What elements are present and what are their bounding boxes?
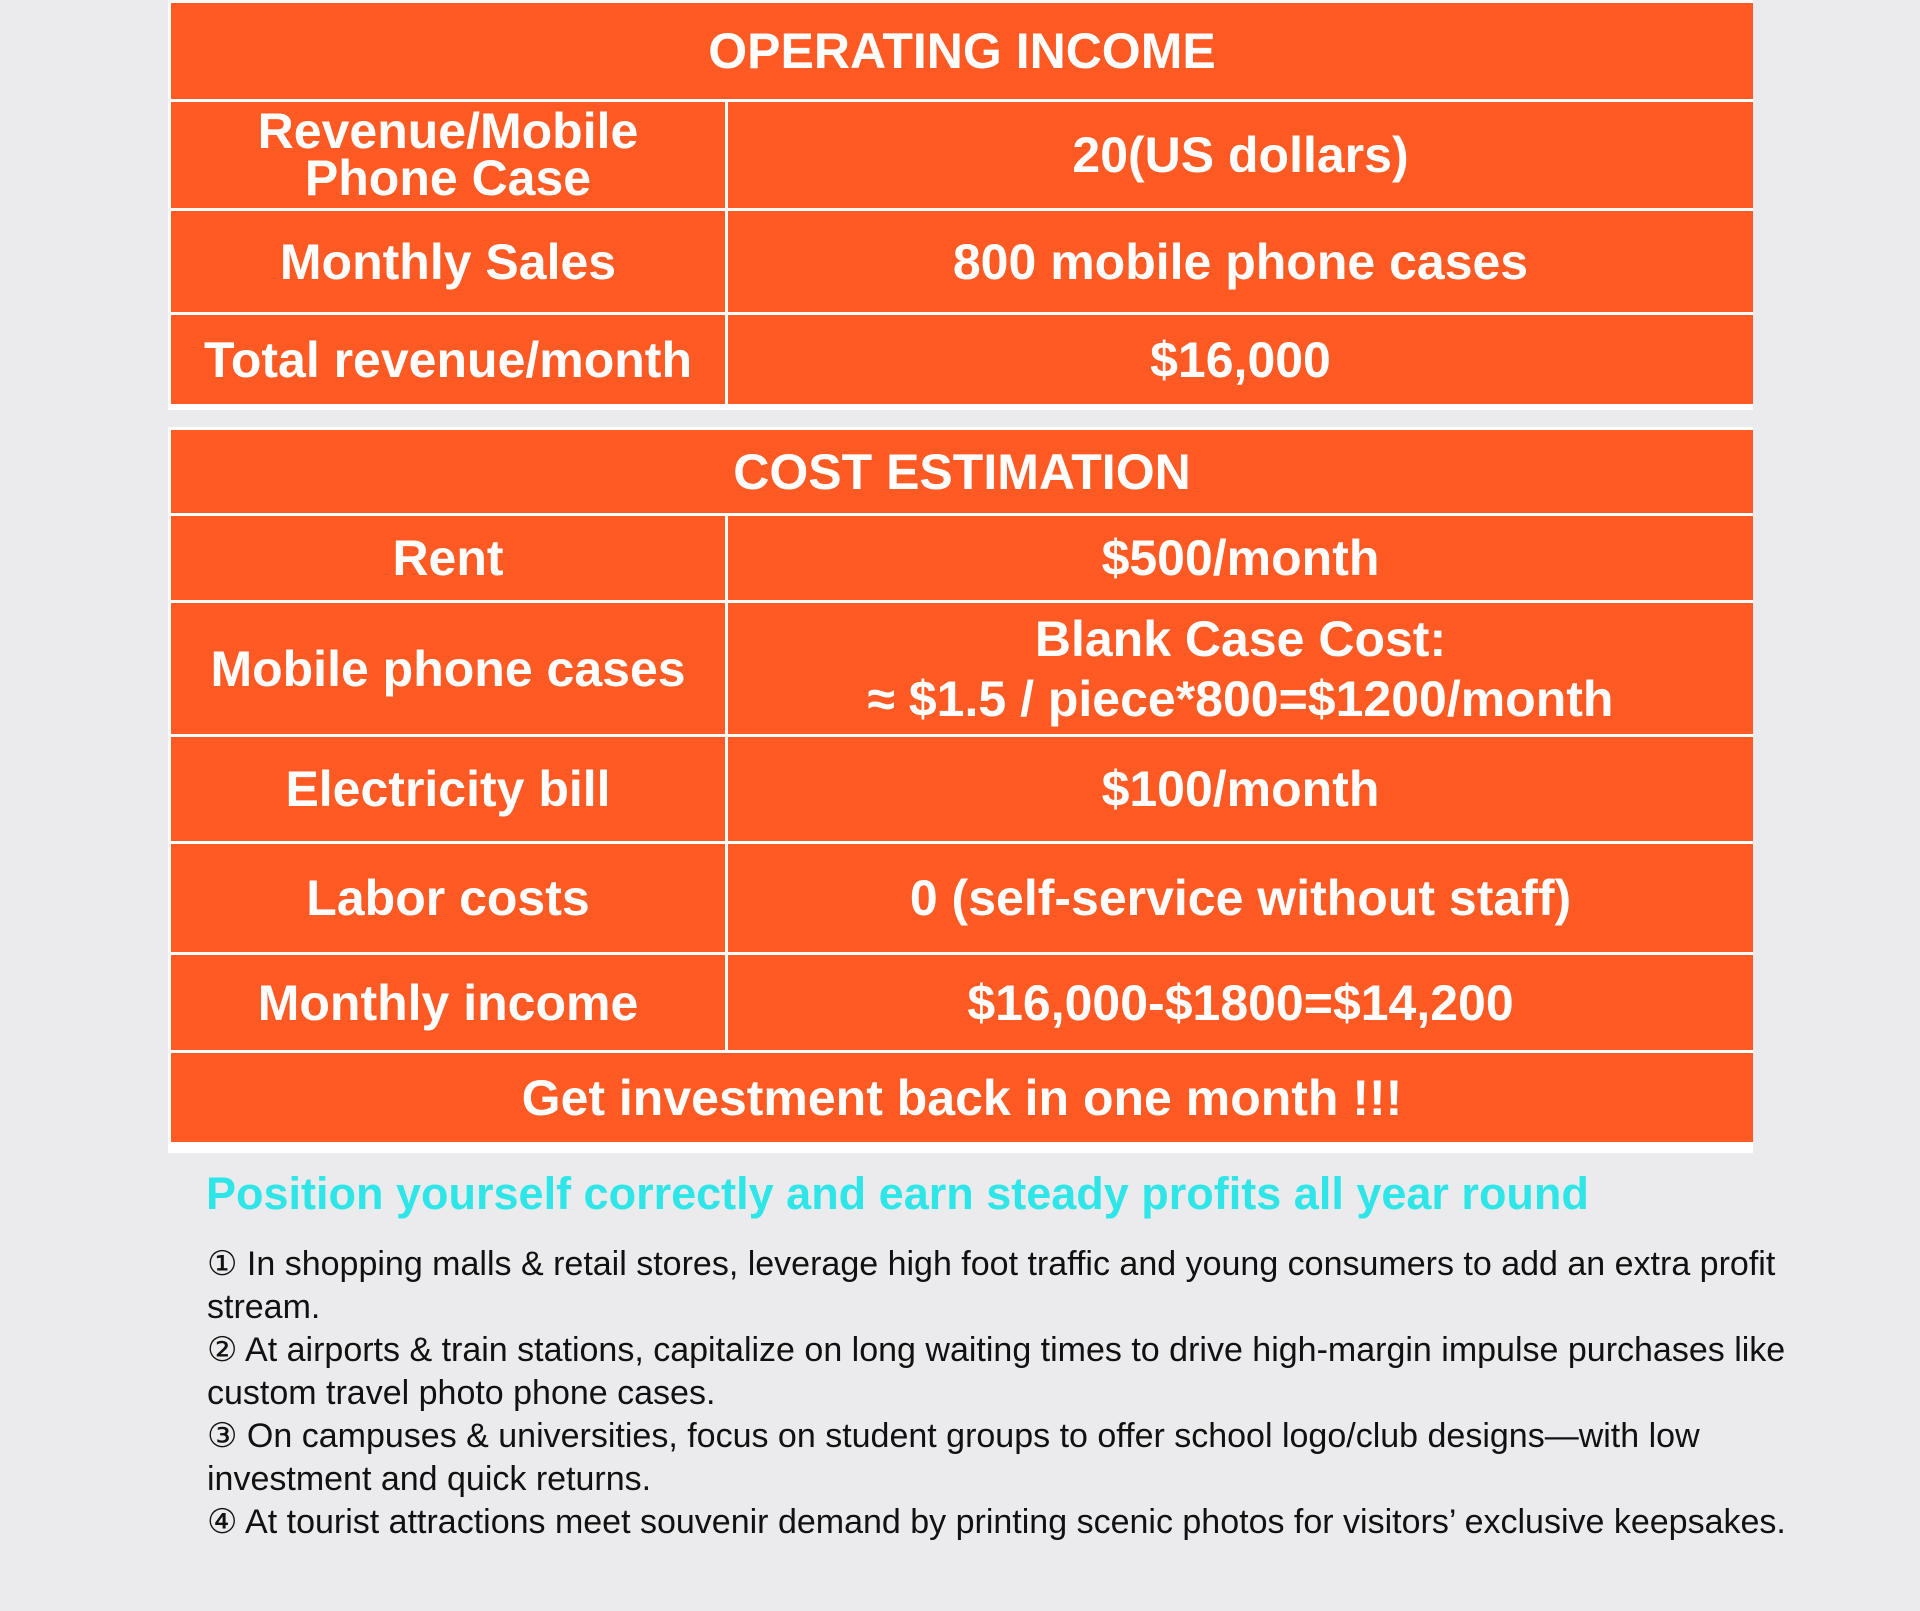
- monthly-income-label: Monthly income: [171, 955, 725, 1050]
- cost-estimation-title: COST ESTIMATION: [171, 430, 1753, 513]
- monthly-sales-value: 800 mobile phone cases: [728, 211, 1753, 312]
- list-item: ④ At tourist attractions meet souvenir demand by printing scenic photos for visitors’ exclusive keepsakes.: [207, 1503, 1786, 1541]
- monthly-sales-label: Monthly Sales: [171, 211, 725, 312]
- labor-label: Labor costs: [171, 844, 725, 952]
- operating-income-title: OPERATING INCOME: [171, 3, 1753, 99]
- list-item: ② At airports & train stations, capitalize on long waiting times to drive high-margin impulse purchases like custom travel photo phone cases.: [207, 1331, 1786, 1412]
- total-revenue-label: Total revenue/month: [171, 315, 725, 404]
- list-item: ③ On campuses & universities, focus on student groups to offer school logo/club designs—with low investment and quick returns.: [207, 1417, 1700, 1498]
- location-points-list: [207, 1243, 1807, 1544]
- cost-estimation-table: [168, 427, 1753, 1153]
- monthly-income-value: $16,000-$1800=$14,200: [728, 955, 1753, 1050]
- revenue-per-case-value: 20(US dollars): [728, 102, 1753, 208]
- operating-income-table: [168, 0, 1753, 410]
- labor-value: 0 (self-service without staff): [728, 844, 1753, 952]
- rent-label: Rent: [171, 516, 725, 600]
- revenue-per-case-label: Revenue/Mobile Phone Case: [171, 102, 725, 208]
- list-item: ① In shopping malls & retail stores, leverage high foot traffic and young consumers to add an extra profit stream.: [207, 1245, 1776, 1326]
- electricity-value: $100/month: [728, 737, 1753, 841]
- blank-case-formula-line: ≈ $1.5 / piece*800=$1200/month: [867, 670, 1614, 727]
- tagline: Position yourself correctly and earn steady profits all year round: [206, 1168, 1589, 1219]
- rent-value: $500/month: [728, 516, 1753, 600]
- phone-cases-label: Mobile phone cases: [171, 603, 725, 734]
- electricity-label: Electricity bill: [171, 737, 725, 841]
- total-revenue-value: $16,000: [728, 315, 1753, 404]
- payback-footer: Get investment back in one month !!!: [171, 1053, 1753, 1142]
- blank-case-cost-line: Blank Case Cost:: [1034, 610, 1447, 667]
- phone-cases-value: [728, 603, 1753, 734]
